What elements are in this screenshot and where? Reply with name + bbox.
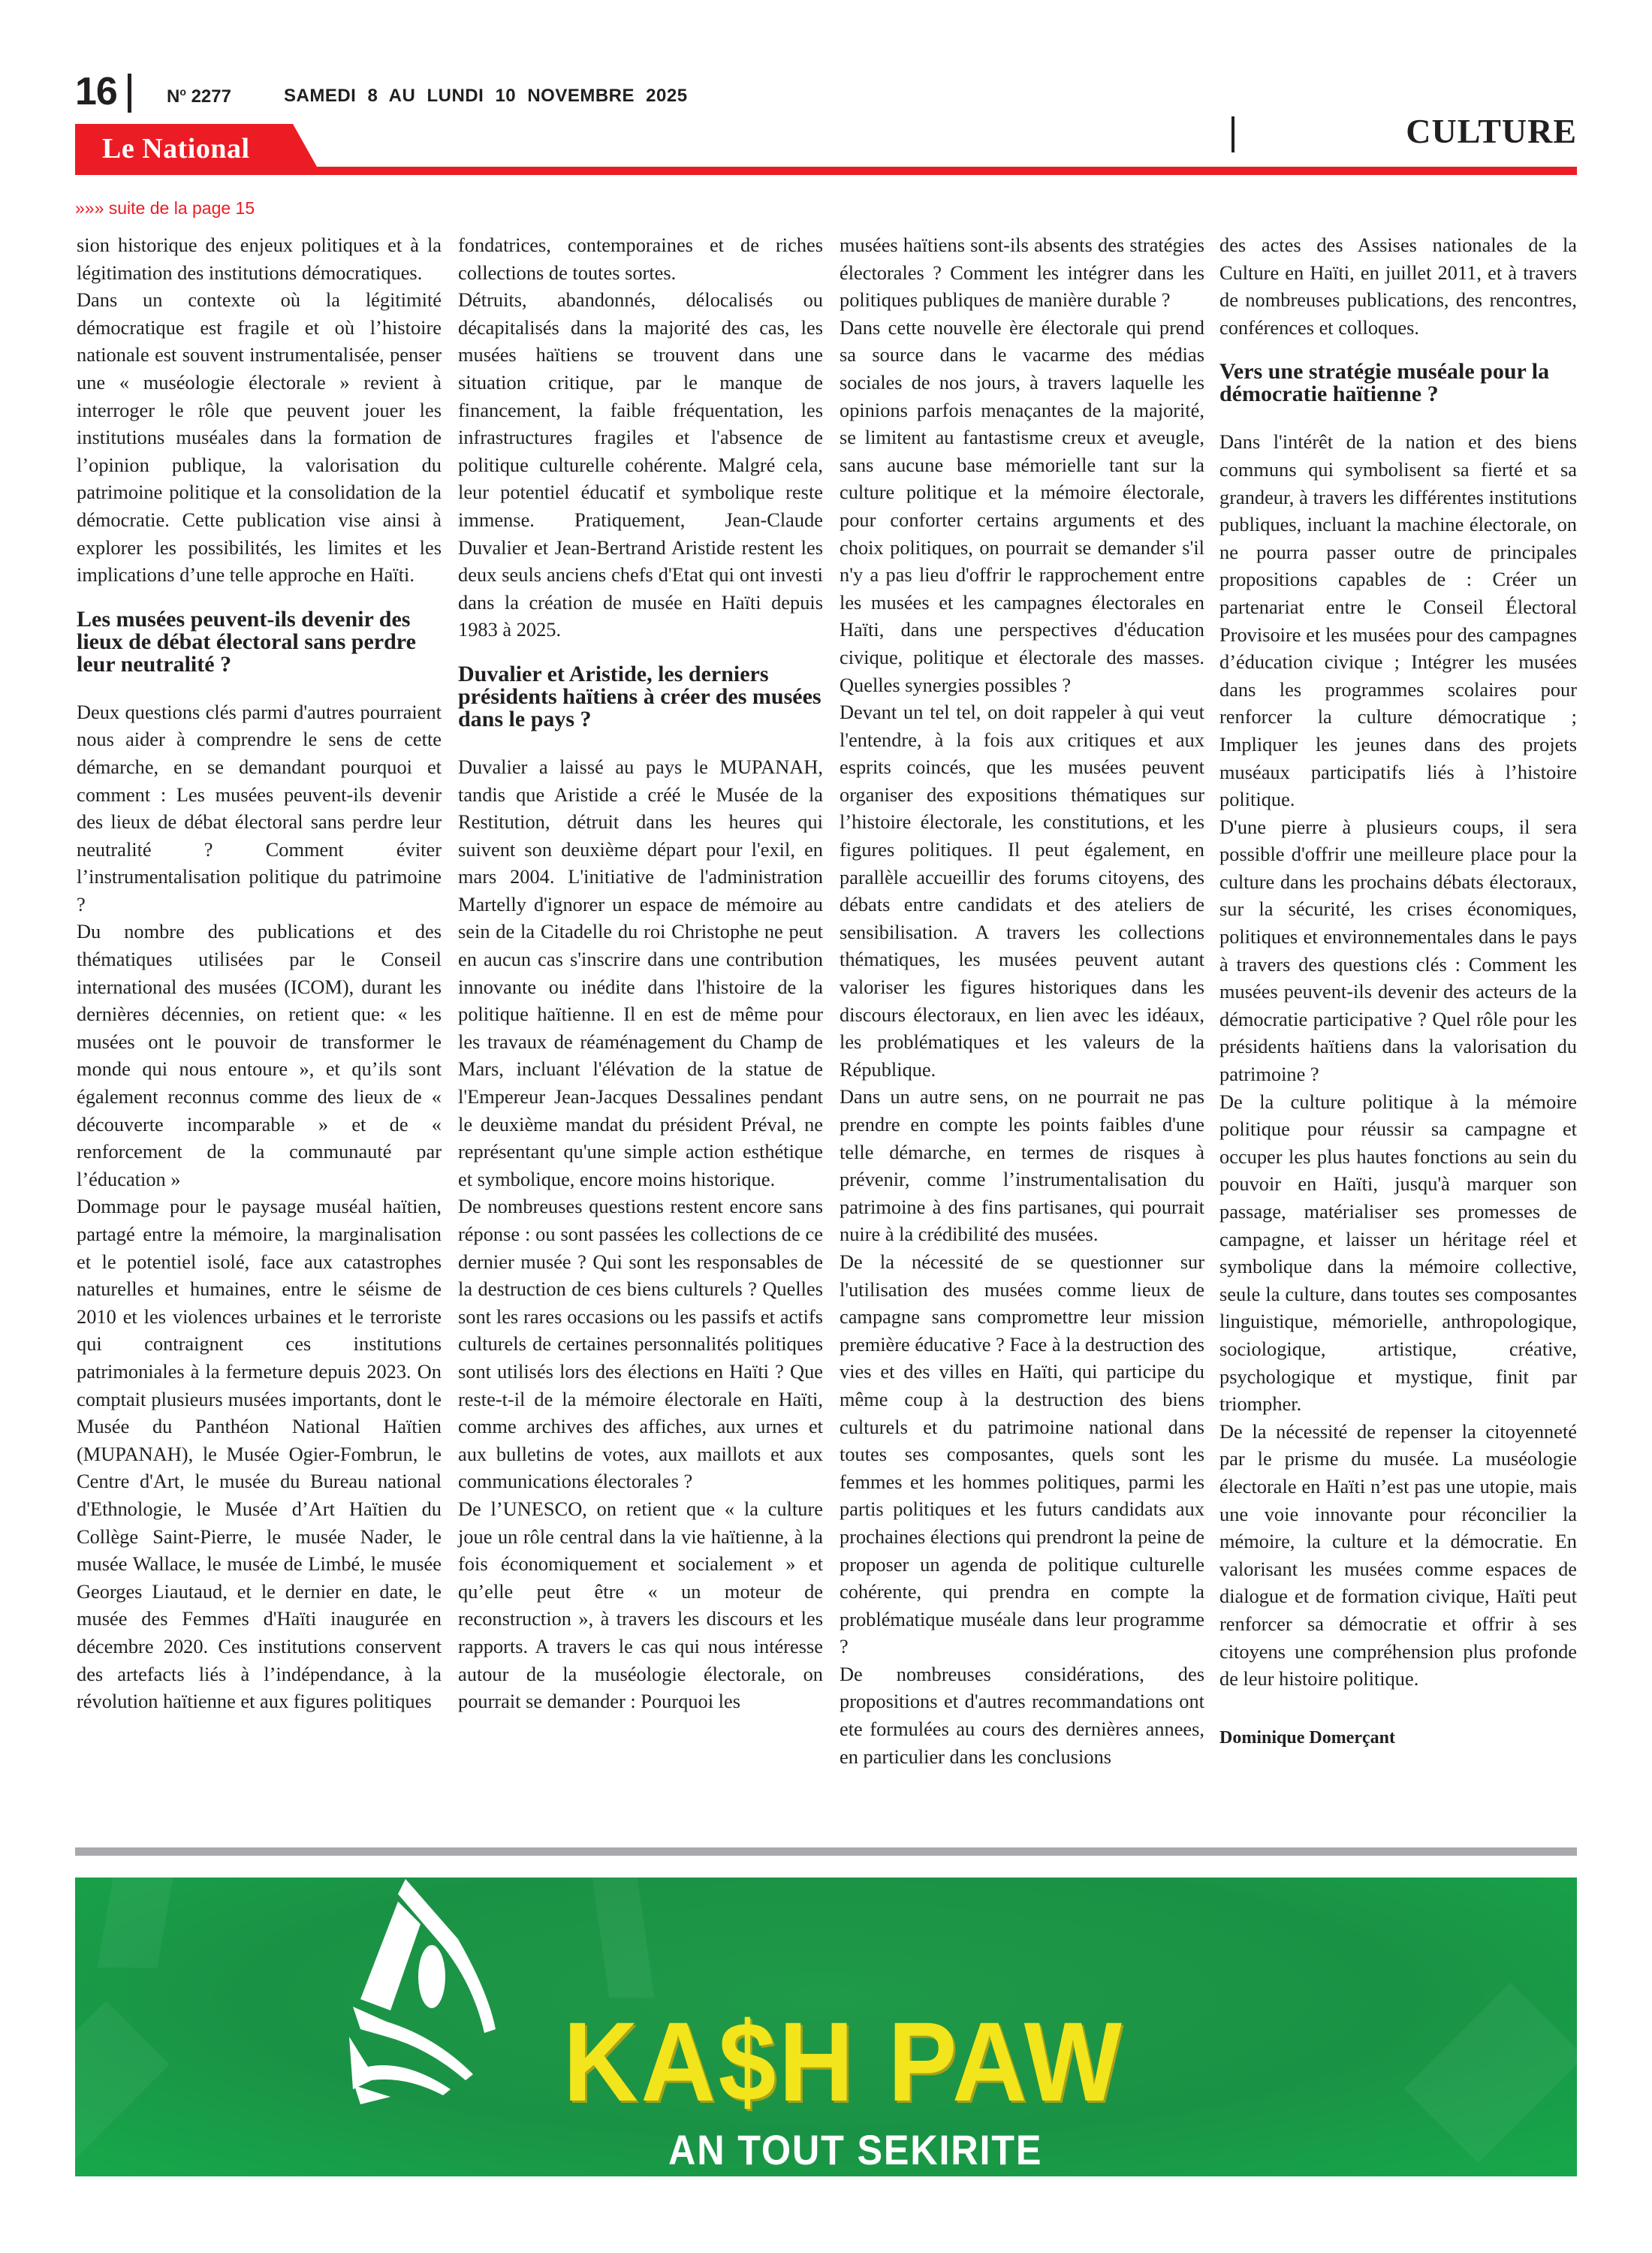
paragraph: Deux questions clés parmi d'autres pourraient nous aider à comprendre le sens de cette démarche, en se demandant pourquoi et comment : Les musées peuvent-ils devenir des lieux de débat électoral sans perdre leur neutralité ? Comment éviter l’instrumentalisation politique du patrimoine ?: [77, 700, 442, 915]
header-divider: [128, 74, 131, 113]
brand-logo: Le National: [102, 133, 250, 164]
paragraph: Dans un autre sens, on ne pourrait ne pas prendre en compte les points faibles d'une telle démarche, en termes de risques à prévenir, comme l’instrumentalisation du patrimoine à des fins partisanes, qui pourrait nuire à la crédibilité des musées.: [840, 1085, 1204, 1246]
page-number: 16: [75, 70, 117, 113]
subheading: Duvalier et Aristide, les derniers présidents haïtiens à créer des musées dans le pays ?: [458, 661, 821, 731]
author-byline: Dominique Domerçant: [1219, 1727, 1395, 1748]
paragraph: De la nécessité de repenser la citoyenneté par le prisme du musée. La muséologie électorale en Haïti n’est pas une utopie, mais une voie innovante pour réconcilier la mémoire, la culture et la démocratie. En valorisant les musées comme espaces de dialogue et de formation civique, Haïti peut renforcer sa démocratie et offrir à ses citoyens une compréhension plus profonde de leur histoire politique.: [1219, 1419, 1577, 1691]
paragraph: De la nécessité de se questionner sur l'utilisation des musées comme lieux de campagne sans compromettre leur mission première éducative ? Face à la destruction des vies et des villes en Haïti, qui participe du même coup à la destruction des biens culturels et du patrimoine national dans toutes ses composantes, quels sont les femmes et les hommes politiques, parmi les partis politiques et les futurs candidats aux prochaines élections qui prendront la peine de proposer un agenda de politique culturelle cohérente, qui prendra en compte la problématique muséale dans leur programme ?: [840, 1250, 1204, 1658]
article-column-4: [1219, 231, 1577, 1751]
ad-bg-shape: [1404, 1983, 1577, 2163]
ad-bg-shape: [97, 1878, 173, 1968]
ad-bg-shape: [592, 1878, 654, 1998]
paragraph: sion historique des enjeux politiques et à la légitimation des institutions démocratiques.: [77, 234, 442, 284]
paragraph: Dommage pour le paysage muséal haïtien, partagé entre la mémoire, la marginalisation et le potentiel isolé, face aux catastrophes naturelles et humaines, entre le séisme de 2010 et les violences urbaines et le terroriste qui contraignent ces institutions patrimoniales à la fermeture depuis 2023. On comptait plusieurs musées importants, dont le Musée du Panthéon National Haïtien (MUPANAH), le Musée Ogier-Fombrun, le Centre d'Art, le musée du Bureau national d'Ethnologie, le Musée d’Art Haïtien du Collège Saint-Pierre, le musée Nader, le musée Wallace, le musée de Limbé, le musée Georges Liautaud, et le dernier en date, le musée des Femmes d'Haïti inaugurée en décembre 2020. Ces institutions conservent des artefacts liés à l’indépendance, à la révolution haïtienne et aux figures politiques: [77, 1195, 442, 1713]
paragraph: De l’UNESCO, on retient que « la culture joue un rôle central dans la vie haïtienne, à la fois économiquement et socialement » et qu’elle peut être « un moteur de reconstruction », à travers les discours et les rapports. A travers le cas qui nous intéresse autour de la muséologie électorale, on pourrait se demander : Pourquoi les: [458, 1497, 823, 1713]
paragraph: De nombreuses questions restent encore sans réponse : ou sont passées les collections de ce dernier musée ? Qui sont les responsables de la destruction de ces biens culturels ? Quelles sont les rares occasions ou les passifs et actifs culturels de certaines personnalités politiques sont utilisés lors des élections en Haïti ? Que reste-t-il de la mémoire électorale en Haïti, comme archives des affiches, aux urnes et aux bulletins de votes, aux maillots et aux communications électorales ?: [458, 1195, 823, 1493]
issue-prefix: N: [167, 86, 180, 107]
paragraph: Duvalier a laissé au pays le MUPANAH, tandis que Aristide a créé le Musée de la Restitution, détruit dans les heures qui suivent son deuxième départ pour l'exil, en mars 2004. L'initiative de l'administration Martelly d'ignorer un espace de mémoire au sein de la Citadelle du roi Christophe ne peut en aucun cas s'inscrire dans une contribution innovante ou inédite dans l'histoire de la politique haïtienne. Il en est de même pour les travaux de réaménagement du Champ de Mars, incluant l'élévation de la statue de l'Empereur Jean-Jacques Dessalines pendant le deuxième mandat du président Préval, ne représentant qu'une simple action esthétique et symbolique, encore moins historique.: [458, 755, 823, 1190]
article-column-1: [77, 231, 442, 1715]
issue-value: 2277: [191, 86, 231, 107]
article-column-2: [458, 231, 823, 1715]
paragraph: D'une pierre à plusieurs coups, il sera possible d'offrir une meilleure place pour la culture dans les prochains débats électoraux, sur la sécurité, les crises économiques, politiques et environnementales dans le pays à travers des questions clés : Comment les musées peuvent-ils devenir des acteurs de la démocratie participative ? Quel rôle pour les présidents haïtiens dans la valorisation du patrimoine ?: [1219, 815, 1577, 1086]
issue-sup: o: [179, 86, 186, 98]
continued-from-link[interactable]: »»» suite de la page 15: [75, 198, 255, 218]
paragraph: fondatrices, contemporaines et de riches collections de toutes sortes.: [458, 234, 823, 284]
subheading: Les musées peuvent-ils devenir des lieux de débat électoral sans perdre leur neutralité ?: [77, 606, 416, 677]
money-fan-icon: [345, 1879, 563, 2104]
brand-band: [75, 124, 1577, 175]
paragraph: Dans cette nouvelle ère électorale qui prend sa source dans le vacarme des médias sociales de nos jours, à travers laquelle les opinions parfois menaçantes de la majorité, se limitent au fantastisme creux et aveugle, sans aucune base mémorielle tant sur la culture politique et la mémoire électorale, pour conforter certains arguments et des choix politiques, on pourrait se demander s'il n'y a pas lieu d'offrir le rapprochement entre les musées et les campagnes électorales en Haïti, dans une perspectives d'éducation civique, politique et électorale des masses. Quelles synergies possibles ?: [840, 315, 1204, 696]
subheading: Vers une stratégie muséale pour la démocratie haïtienne ?: [1219, 359, 1550, 407]
issue-number: [167, 86, 231, 107]
paragraph: Dans un contexte où la légitimité démocratique est fragile et où l’histoire nationale est souvent instrumentalisée, penser une « muséologie électorale » revient à interroger le rôle que peuvent jouer les institutions muséales dans la formation de l’opinion publique, la valorisation du patrimoine politique et la consolidation de la démocratie. Cette publication vise ainsi à explorer les possibilités, les limites et les implications d’une telle approche en Haïti.: [77, 288, 442, 587]
paragraph: musées haïtiens sont-ils absents des stratégies électorales ? Comment les intégrer dans les politiques publiques de manière durable ?: [840, 234, 1204, 312]
brand-band-shape: [75, 124, 1577, 175]
paragraph: des actes des Assises nationales de la Culture en Haïti, en juillet 2011, et à travers de nombreuses publications, des rencontres, conférences et colloques.: [1219, 234, 1577, 339]
ad-tagline: AN TOUT SEKIRITE: [668, 2126, 1043, 2173]
dateline: SAMEDI 8 AU LUNDI 10 NOVEMBRE 2025: [284, 86, 688, 106]
paragraph: De la culture politique à la mémoire politique pour réussir sa campagne et occuper les plus hautes fonctions au sein du pouvoir en Haïti, jusqu'à marquer son passage, matérialiser ses promesses de campagne, et laisser un héritage réel et symbolique dans la mémoire collective, seule la culture, dans toutes ses composantes linguistique, mémorielle, anthropologique, sociologique, artistique, créative, psychologique et mystique, finit par triompher.: [1219, 1090, 1577, 1416]
section-title: CULTURE: [1406, 112, 1577, 150]
article-column-3: [840, 231, 1204, 1770]
paragraph: Du nombre des publications et des thématiques utilisées par le Conseil international des musées (ICOM), durant les dernières décennies, on retient que: « les musées ont le pouvoir de transformer le monde qui nous entoure », et qu’ils sont également reconnus comme des lieux de « découverte incomparable » et de « renforcement de la communauté par l’éducation »: [77, 920, 442, 1190]
paragraph: Devant un tel tel, on doit rappeler à qui veut l'entendre, à la fois aux critiques et aux esprits coincés, que les musées peuvent organiser des expositions thématiques sur l’histoire électorale, les constitutions, et les figures politiques. Il peut également, en parallèle accueillir des forums citoyens, des débats entre candidats et des ateliers de sensibilisation. A travers les collections thématiques, les musées peuvent autant valoriser les figures historiques dans les discours électoraux, en lien avec les idéaux, les problématiques et les valeurs de la République.: [840, 701, 1204, 1081]
advertisement-banner[interactable]: [75, 1878, 1577, 2176]
ad-title: KA$H PAW: [563, 1998, 1125, 2125]
paragraph: Dans l'intérêt de la nation et des biens communs qui symbolisent sa fierté et sa grandeur, à travers les différentes institutions publiques, incluant la machine électorale, on ne pourra passer outre de principales propositions capables de : Créer un partenariat entre le Conseil Électoral Provisoire et les musées pour des campagnes d’éducation civique ; Intégrer les musées dans les programmes scolaires pour renforcer la culture démocratique ; Impliquer les jeunes dans des projets muséaux participatifs liés à l’histoire politique.: [1219, 430, 1577, 811]
ad-bg-shape: [75, 2001, 170, 2160]
paragraph: De nombreuses considérations, des propositions et d'autres recommandations ont ete formulées au cours des dernières annees, en particulier dans les conclusions: [840, 1662, 1204, 1768]
paragraph: Détruits, abandonnés, délocalisés ou décapitalisés dans la majorité des cas, les musées haïtiens se trouvent dans une situation critique, par le manque de financement, la faible fréquentation, les infrastructures fragiles et l'absence de politique culturelle cohérente. Malgré cela, leur potentiel éducatif et symbolique reste immense. Pratiquement, Jean-Claude Duvalier et Jean-Bertrand Aristide restent les deux seuls anciens chefs d'Etat qui ont investi dans la création de musée en Haïti depuis 1983 à 2025.: [458, 288, 823, 641]
ad-divider: [75, 1847, 1577, 1856]
